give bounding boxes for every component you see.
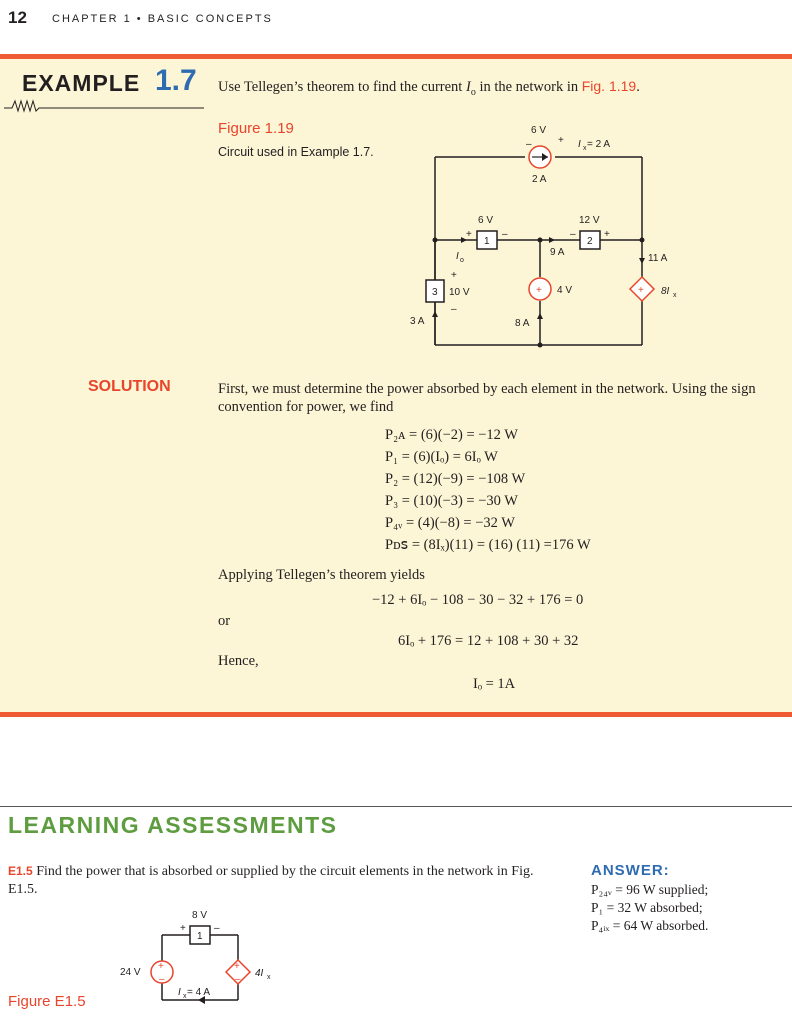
- statement-end: .: [636, 79, 640, 95]
- equation-sum: −12 + 6Iₒ − 108 − 30 − 32 + 176 = 0: [372, 592, 584, 608]
- e15-label-24v-minus: –: [159, 974, 165, 985]
- equation-p3: P₃ = (10)(−3) = −30 W: [385, 493, 518, 509]
- circuit-figure-1-19: [380, 115, 700, 355]
- answer-p4ix: P₄ᵢₓ = 64 W absorbed.: [591, 918, 709, 933]
- problem-id: E1.5: [8, 864, 33, 878]
- equation-p1: P₁ = (6)(Iₒ) = 6Iₒ W: [385, 449, 498, 465]
- example-squiggle-icon: [4, 96, 204, 116]
- e15-label-8v: 8 V: [192, 910, 208, 921]
- equation-p4v: P₄ᵥ = (4)(−8) = −32 W: [385, 515, 515, 531]
- label-dep-plus: +: [638, 285, 644, 296]
- label-r1-volt: 6 V: [478, 215, 494, 226]
- label-4v-plus: +: [536, 285, 542, 296]
- label-11a: 11 A: [648, 253, 668, 264]
- problem-text: Find the power that is absorbed or supplied by the circuit elements in the network in Fig. E1.5.: [8, 864, 534, 897]
- label-4v: 4 V: [557, 285, 573, 296]
- label-2a: 2 A: [532, 174, 547, 185]
- label-dep-sub: x: [673, 292, 677, 299]
- label-minus: –: [526, 139, 532, 150]
- figure-reference-link[interactable]: Fig. 1.19: [581, 78, 637, 94]
- e15-label-ix: I: [178, 987, 181, 998]
- equation-result: Iₒ = 1A: [473, 676, 516, 692]
- e15-label-ix-sub: x: [183, 993, 187, 1000]
- label-ix-sub: x: [583, 145, 587, 152]
- e15-label-dep-plus: +: [234, 961, 240, 972]
- label-6v-source: 6 V: [531, 125, 547, 136]
- label-io: I: [456, 251, 459, 262]
- answer-label: ANSWER:: [591, 862, 670, 879]
- e15-label-dep-minus: –: [235, 974, 241, 985]
- label-10v-plus: +: [451, 270, 457, 281]
- equation-p2: P₂ = (12)(−9) = −108 W: [385, 471, 526, 487]
- hence-text: Hence,: [218, 653, 259, 669]
- label-ix: I: [578, 139, 581, 150]
- label-io-sub: o: [460, 257, 464, 264]
- answer-p24v: P₂₄ᵥ = 96 W supplied;: [591, 882, 709, 897]
- e15-label-24v-plus: +: [158, 961, 164, 972]
- label-ix-val: = 2 A: [587, 139, 611, 150]
- equation-rearranged: 6Iₒ + 176 = 12 + 108 + 30 + 32: [398, 633, 579, 649]
- e15-label-minus: –: [214, 923, 220, 934]
- label-8a: 8 A: [515, 318, 530, 329]
- label-r3-value: 3: [432, 287, 438, 298]
- applying-text: Applying Tellegen’s theorem yields: [218, 567, 425, 583]
- label-10v-minus: –: [451, 304, 457, 315]
- or-text: or: [218, 613, 231, 629]
- label-9a: 9 A: [550, 247, 565, 258]
- e15-label-dep-sub: x: [267, 974, 271, 981]
- chapter-header: CHAPTER 1 • BASIC CONCEPTS: [52, 13, 273, 25]
- circuit-figure-e1-5: [110, 900, 290, 1015]
- label-r2-minus: –: [570, 229, 576, 240]
- example-statement: [218, 78, 640, 98]
- label-dep-source: 8I: [661, 286, 670, 297]
- learning-assessments-heading: LEARNING ASSESSMENTS: [8, 812, 338, 838]
- label-10v: 10 V: [449, 287, 470, 298]
- label-r2-value: 2: [587, 236, 593, 247]
- figure-1-19-label: Figure 1.19: [218, 120, 294, 137]
- panel-top-rule: [0, 54, 792, 59]
- label-r2-volt: 12 V: [579, 215, 600, 226]
- solution-intro: First, we must determine the power absorbed by each element in the network. Using the sign convention for power, we find: [218, 381, 756, 415]
- equation-p2a: P₂ᴀ = (6)(−2) = −12 W: [385, 427, 518, 443]
- e15-label-ix-val: = 4 A: [187, 987, 211, 998]
- answer-p1: P₁ = 32 W absorbed;: [591, 900, 703, 915]
- statement-sub: o: [470, 86, 476, 98]
- label-r2-plus: +: [604, 229, 610, 240]
- statement-var: I: [465, 79, 471, 95]
- page-number: 12: [8, 8, 27, 27]
- label-r1-plus: +: [466, 229, 472, 240]
- e15-label-dep-source: 4I: [255, 968, 264, 979]
- label-r1-value: 1: [484, 236, 490, 247]
- figure-e1-5-label: Figure E1.5: [8, 993, 86, 1010]
- solution-label: SOLUTION: [88, 378, 171, 395]
- example-word: EXAMPLE: [22, 70, 141, 96]
- e15-label-r-value: 1: [197, 931, 203, 942]
- equation-pds: Pᴅꜱ = (8Iₓ)(11) = (16) (11) =176 W: [385, 537, 591, 553]
- e15-label-plus: +: [180, 923, 186, 934]
- e15-label-24v: 24 V: [120, 967, 141, 978]
- panel-bottom-rule: [0, 712, 792, 717]
- example-number: 1.7: [155, 64, 197, 97]
- label-3a: 3 A: [410, 316, 425, 327]
- label-r1-minus: –: [502, 229, 508, 240]
- problem-e1-5: [8, 862, 548, 899]
- label-plus: +: [558, 135, 564, 146]
- statement-post: in the network in: [475, 79, 582, 95]
- figure-1-19-caption: Circuit used in Example 1.7.: [218, 145, 374, 159]
- section-divider: [0, 806, 792, 807]
- statement-pre: Use Tellegen’s theorem to find the current: [218, 79, 466, 95]
